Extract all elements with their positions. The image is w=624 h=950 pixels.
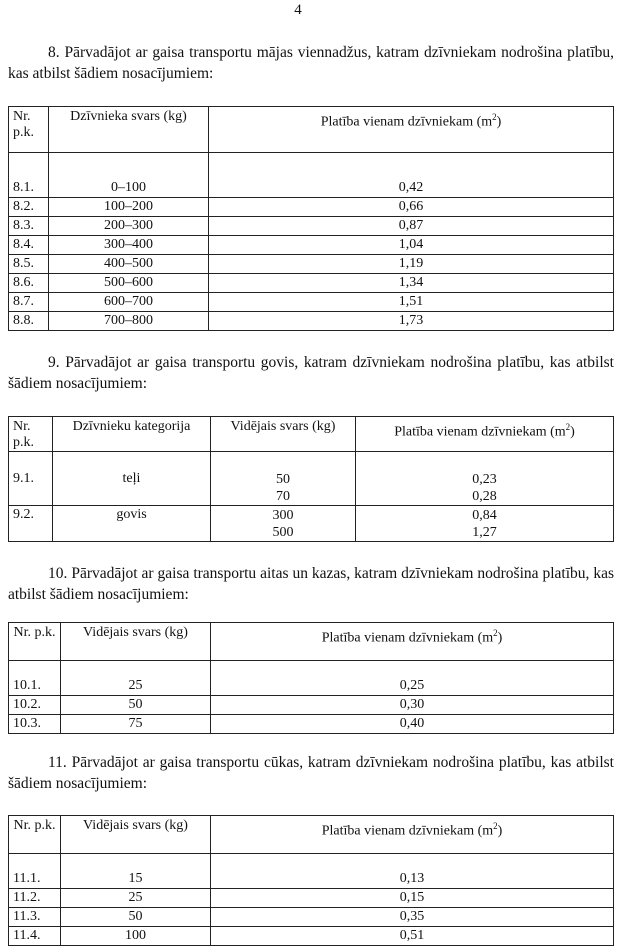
table-row — [9, 661, 614, 696]
header-weight: Dzīvnieka svars (kg) — [49, 107, 209, 153]
row-number: 10.2. — [9, 696, 61, 715]
table-row — [9, 274, 614, 293]
table-11 — [8, 815, 614, 946]
row-number: 8.5. — [9, 255, 49, 274]
weight-cell: 700–800 — [49, 312, 209, 331]
table-row: 9.2. govis 300 500 0,84 1,27 — [9, 506, 614, 542]
row-number: 8.1. — [9, 153, 49, 198]
table-row — [9, 908, 614, 927]
weight-cell: 500–600 — [49, 274, 209, 293]
weight-cell: 25 — [61, 661, 211, 696]
weight-cell: 0–100 — [49, 153, 209, 198]
row-number: 11.2. — [9, 889, 61, 908]
weight-cell: 15 — [61, 854, 211, 889]
table-row — [9, 236, 614, 255]
table-header — [9, 623, 614, 661]
table-row: 9.1. teļi 50 70 0,23 0,28 — [9, 452, 614, 506]
row-number: 8.8. — [9, 312, 49, 331]
weight-cell: 50 — [61, 696, 211, 715]
weight-cell: 100 — [61, 927, 211, 946]
table-row — [9, 889, 614, 908]
paragraph-9: 9. Pārvadājot ar gaisa transportu govis, katram dzīvniekam nodrošina platību, kas atbilst šādiem nosacījumiem: — [8, 354, 614, 392]
weight-cell: 400–500 — [49, 255, 209, 274]
page-number: 4 — [294, 2, 302, 18]
area-cell: 0,87 — [209, 217, 614, 236]
area-cell: 1,73 — [209, 312, 614, 331]
weight-cell: 25 — [61, 889, 211, 908]
weight-cell: 600–700 — [49, 293, 209, 312]
header-area: Platība vienam dzīvniekam $(m^2)$ — [211, 623, 614, 661]
header-nr: Nr. p.k. — [9, 107, 49, 153]
row-number: 8.4. — [9, 236, 49, 255]
table-row — [9, 217, 614, 236]
table-row — [9, 198, 614, 217]
paragraph-8: 8. Pārvadājot ar gaisa transportu mājas viennadžus, katram dzīvniekam nodrošina platību, kas atbilst šādiem nosacījumiem: — [8, 44, 614, 82]
row-number: 8.2. — [9, 198, 49, 217]
table-row — [9, 927, 614, 946]
area-cell: 0,42 — [209, 153, 614, 198]
table-header — [9, 417, 614, 452]
area-cell: 0,66 — [209, 198, 614, 217]
area-cell: 1,51 — [209, 293, 614, 312]
row-number: 11.4. — [9, 927, 61, 946]
header-weight: Vidējais svars (kg) — [61, 816, 211, 854]
header-weight: Vidējais svars (kg) — [211, 417, 356, 452]
header-nr: Nr. p.k. — [9, 816, 61, 854]
table-9 — [8, 416, 614, 542]
header-category: Dzīvnieku kategorija — [53, 417, 211, 452]
area-cell: 0,15 — [211, 889, 614, 908]
header-area: Platība vienam dzīvniekam $(m^2)$ — [356, 417, 614, 452]
table-row — [9, 715, 614, 734]
header-area: Platība vienam dzīvniekam $(m^2)$ — [211, 816, 614, 854]
header-nr: Nr. p.k. — [9, 417, 53, 452]
table-row — [9, 255, 614, 274]
header-weight: Vidējais svars (kg) — [61, 623, 211, 661]
weight-cell: 200–300 — [49, 217, 209, 236]
row-number: 8.3. — [9, 217, 49, 236]
table-10 — [8, 622, 614, 734]
table-header — [9, 107, 614, 153]
table-row — [9, 293, 614, 312]
area-cell: 0,30 — [211, 696, 614, 715]
weight-cell: 300–400 — [49, 236, 209, 255]
table-row — [9, 854, 614, 889]
weight-cell: 50 — [61, 908, 211, 927]
row-number: 10.1. — [9, 661, 61, 696]
header-nr: Nr. p.k. — [9, 623, 61, 661]
row-number: 10.3. — [9, 715, 61, 734]
weight-cell: 75 — [61, 715, 211, 734]
row-number: 11.3. — [9, 908, 61, 927]
row-number: 8.7. — [9, 293, 49, 312]
paragraph-11: 11. Pārvadājot ar gaisa transportu cūkas, katram dzīvniekam nodrošina platību, kas atbilst šādiem nosacījumiem: — [8, 754, 614, 792]
row-number: 8.6. — [9, 274, 49, 293]
table-row — [9, 696, 614, 715]
area-cell: 0,35 — [211, 908, 614, 927]
area-cell: 1,19 — [209, 255, 614, 274]
area-cell: 1,34 — [209, 274, 614, 293]
area-cell: 0,51 — [211, 927, 614, 946]
area-cell: 0,40 — [211, 715, 614, 734]
table-header — [9, 816, 614, 854]
table-8 — [8, 106, 614, 331]
row-number: 11.1. — [9, 854, 61, 889]
header-area: Platība vienam dzīvniekam $(m^2)$ — [209, 107, 614, 153]
paragraph-10: 10. Pārvadājot ar gaisa transportu aitas un kazas, katram dzīvniekam nodrošina platību, kas atbilst šādiem nosacījumiem: — [8, 565, 614, 603]
area-cell: 0,25 — [211, 661, 614, 696]
table-row — [9, 312, 614, 331]
weight-cell: 100–200 — [49, 198, 209, 217]
area-cell: 1,04 — [209, 236, 614, 255]
table-row — [9, 153, 614, 198]
area-cell: 0,13 — [211, 854, 614, 889]
